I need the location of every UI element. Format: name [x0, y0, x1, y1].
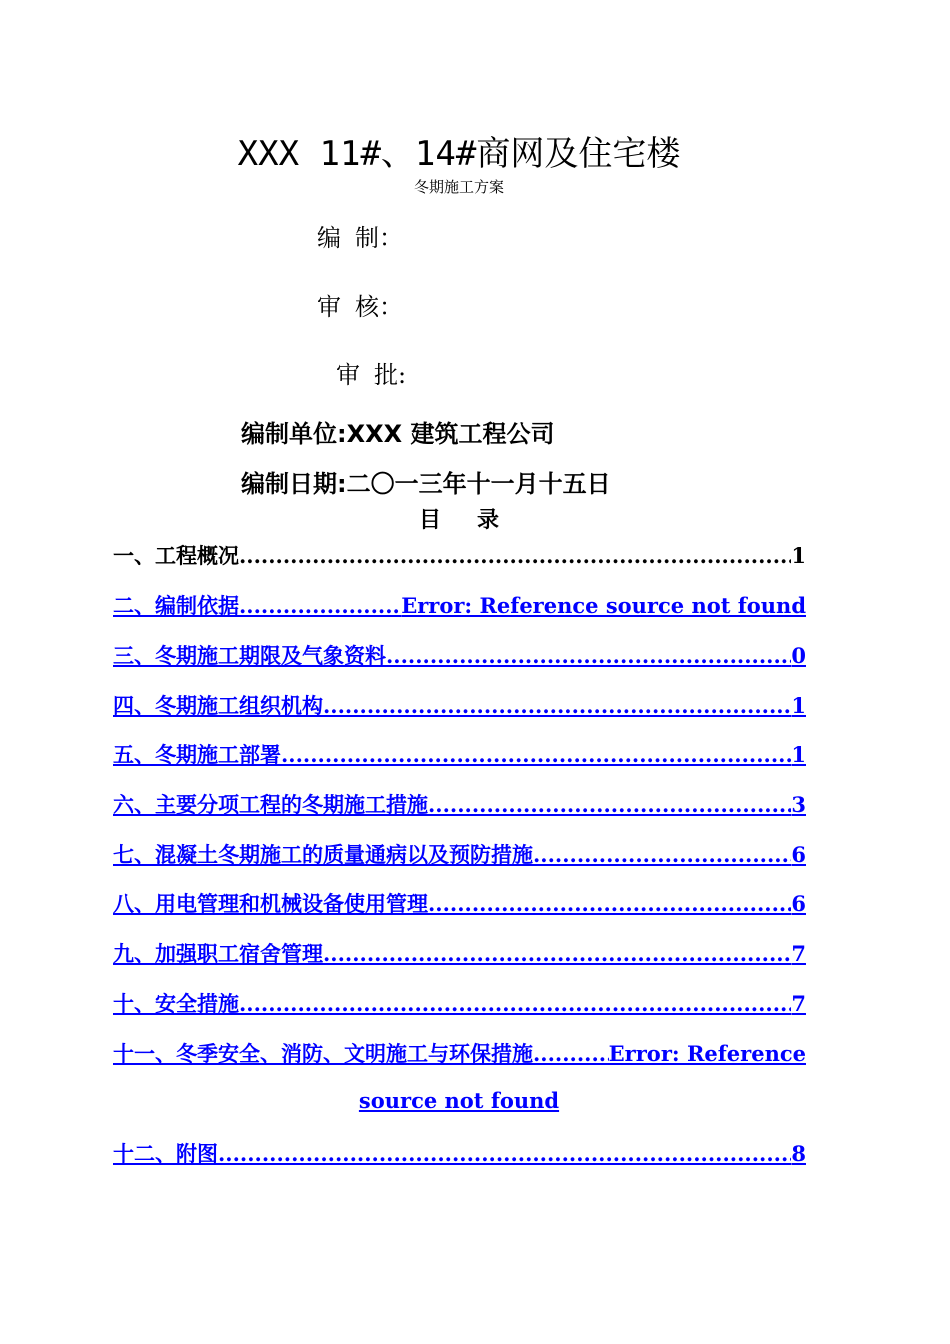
toc-leader [428, 792, 791, 817]
toc-entry-page: 7 [791, 941, 806, 966]
toc-entry-9[interactable] [113, 938, 806, 968]
toc-leader [239, 593, 401, 618]
toc-entry-label: 十二、附图 [113, 1141, 218, 1166]
toc-leader [218, 1141, 791, 1166]
toc-leader [428, 891, 791, 916]
toc-entry-label: 四、冬期施工组织机构 [113, 693, 323, 718]
toc-leader [533, 1041, 609, 1066]
toc-entry-page: 6 [791, 891, 806, 916]
toc-leader [281, 742, 791, 767]
toc-entry-page: 1 [791, 543, 806, 568]
toc-entry-label: 八、用电管理和机械设备使用管理 [113, 891, 428, 916]
toc-entry-page: 0 [791, 643, 806, 668]
toc-entry-label: 五、冬期施工部署 [113, 742, 281, 767]
toc-leader [239, 543, 791, 568]
toc-entry-7[interactable] [113, 839, 806, 869]
toc-entry-6[interactable] [113, 789, 806, 819]
toc-entry-label: 十一、冬季安全、消防、文明施工与环保措施 [113, 1041, 533, 1066]
toc-entry-label: 十、安全措施 [113, 991, 239, 1016]
compiler-label-2: 制： [355, 224, 403, 252]
compiler-label: 编 [317, 224, 341, 252]
toc-leader [323, 941, 791, 966]
toc-entry-12[interactable] [113, 1138, 806, 1168]
reviewer-label-2: 核： [355, 293, 403, 321]
document-subtitle: 冬期施工方案 [413, 178, 504, 196]
toc-leader [239, 991, 791, 1016]
approver-field [336, 355, 406, 390]
toc-entry-5[interactable] [113, 739, 806, 769]
toc-entry-page: 8 [791, 1141, 806, 1166]
toc-entry-1[interactable] [113, 540, 806, 570]
toc-entry-page: 1 [791, 693, 806, 718]
toc-entry-11[interactable] [113, 1038, 806, 1068]
compiling-unit: 编制单位:XXX 建筑工程公司 [241, 420, 555, 448]
toc-entry-page: Error: Reference [608, 1041, 806, 1066]
toc-entry-8[interactable] [113, 888, 806, 918]
approver-label-2: 批: [374, 361, 407, 389]
approver-label: 审 [336, 361, 360, 389]
toc-entry-label: 七、混凝土冬期施工的质量通病以及预防措施 [113, 842, 533, 867]
reviewer-field [317, 287, 403, 322]
toc-entry-10[interactable] [113, 988, 806, 1018]
toc-entry-3[interactable] [113, 640, 806, 670]
toc-leader [323, 693, 791, 718]
reviewer-label: 审 [317, 293, 341, 321]
toc-entry-page: 1 [791, 742, 806, 767]
compiling-date: 编制日期:二〇一三年十一月十五日 [241, 470, 611, 498]
toc-entry-label: 二、编制依据 [113, 593, 239, 618]
toc-heading-1: 目 [418, 507, 441, 533]
toc-entry-2[interactable] [113, 590, 806, 620]
toc-leader [386, 643, 791, 668]
toc-entry-page: 6 [791, 842, 806, 867]
toc-entry-label: 一、工程概况 [113, 543, 239, 568]
toc-entry-label: 九、加强职工宿舍管理 [113, 941, 323, 966]
toc-entry-label: 三、冬期施工期限及气象资料 [113, 643, 386, 668]
toc-heading-2: 录 [477, 507, 500, 533]
toc-entry-page: Error: Reference source not found [401, 593, 806, 618]
compiler-field [317, 218, 403, 253]
toc-entry-4[interactable] [113, 690, 806, 720]
toc-entry-page: 7 [791, 991, 806, 1016]
document-title: XXX 11#、14#商网及住宅楼 [237, 134, 681, 174]
toc-entry-11-continuation[interactable]: source not found [358, 1088, 560, 1113]
toc-heading [0, 503, 918, 534]
toc-entry-label: 六、主要分项工程的冬期施工措施 [113, 792, 428, 817]
toc-leader [533, 842, 791, 867]
toc-entry-page: 3 [791, 792, 806, 817]
